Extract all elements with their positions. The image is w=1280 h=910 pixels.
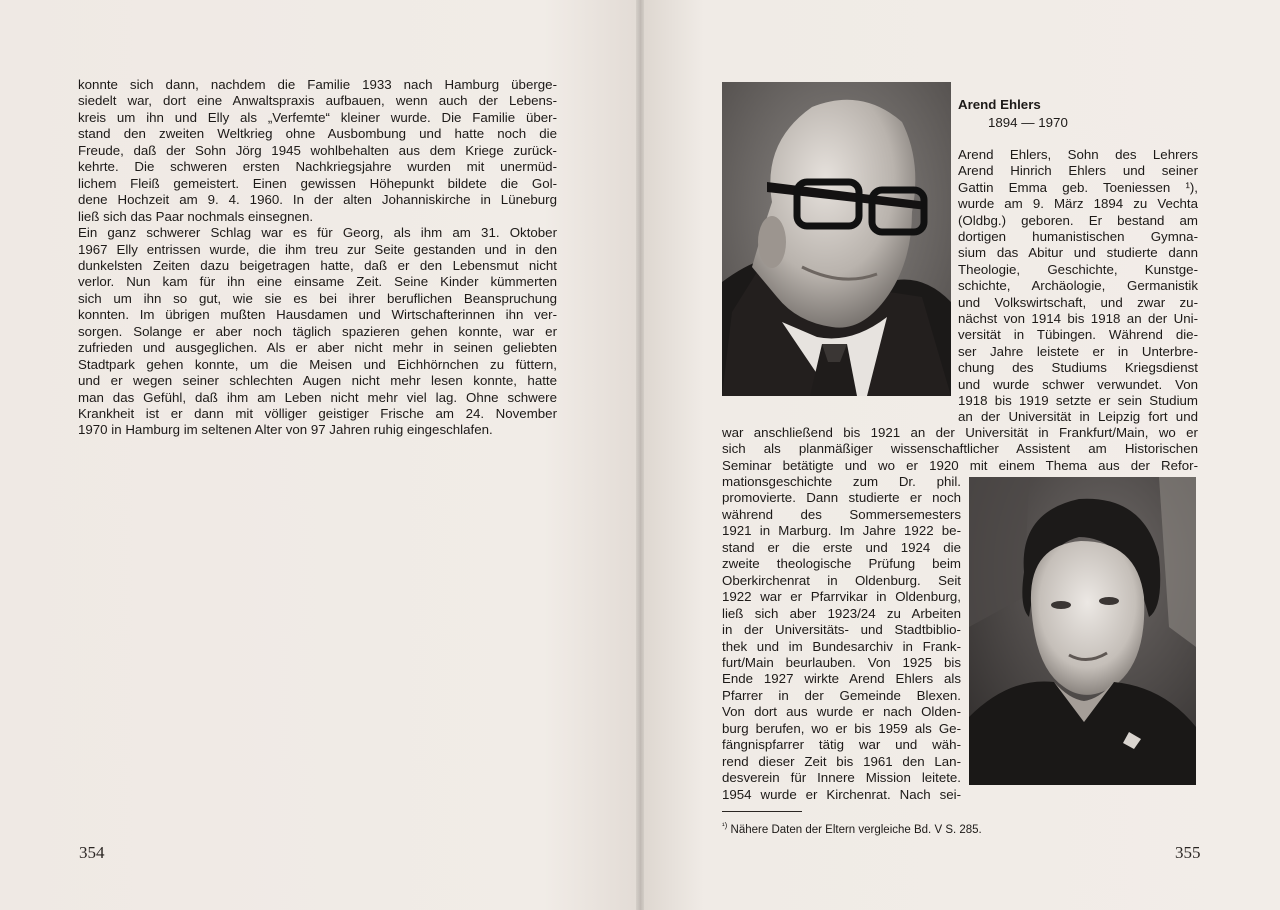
book-gutter [636, 0, 644, 910]
text-line: desverein für Innere Mission leitete. [722, 770, 961, 786]
text-line: Krankheit ist er dann mit völliger geistiger Frische am 24. November [78, 406, 557, 421]
text-line: Seminar betätigte und wo er 1920 mit einem Thema aus der Refor- [722, 457, 1198, 473]
text-line: wurde am 9. März 1894 zu Vechta [958, 196, 1198, 212]
portrait-photo-man [722, 82, 951, 396]
text-line: dene Hochzeit am 9. 4. 1960. In der alten Johanniskirche in Lüneburg [78, 192, 557, 208]
text-line: kreis um ihn und Elly als „Verfemte“ kleiner wurde. Die Familie über- [78, 109, 557, 125]
text-line: Von dort aus wurde er nach Olden- [722, 704, 961, 720]
text-line: burg berufen, wo er bis 1959 als Ge- [722, 720, 961, 736]
footnote-rule [722, 811, 802, 812]
text-line: rend dieser Zeit bis 1961 den Lan- [722, 753, 961, 769]
text-line: sorgen. Solange er aber noch täglich spazieren gehen konnte, war er [78, 323, 557, 339]
text-line: an der Universität in Leipzig fort und [958, 409, 1198, 425]
text-line: dortigen humanistischen Gymna- [958, 229, 1198, 244]
text-line: ließ sich das Paar nochmals einsegnen. [78, 208, 314, 224]
text-line: zufrieden und ausgeglichen. Als er aber nicht mehr in seinen geliebten [78, 340, 557, 356]
text-line: 1954 wurde er Kirchenrat. Nach sei- [722, 786, 961, 802]
text-line: Arend Ehlers, Sohn des Lehrers [958, 147, 1198, 162]
text-line: (Oldbg.) geboren. Er bestand am [958, 212, 1198, 228]
text-line: sium das Abitur und studierte dann [958, 245, 1198, 261]
text-line: Stadtpark gehen konnte, um die Meisen und Eichhörnchen zu füttern, [78, 356, 557, 372]
text-line: Ein ganz schwerer Schlag war es für Georg, als ihm am 31. Oktober [78, 225, 557, 241]
text-line: Ende 1927 wirkte Arend Ehlers als [722, 671, 961, 687]
text-line: konnte sich dann, nachdem die Familie 1933 nach Hamburg überge- [78, 77, 557, 92]
text-line: thek und im Bundesarchiv in Frank- [722, 638, 961, 654]
text-line: 1967 Elly entrissen wurde, die ihm treu zur Seite gestanden und in den [78, 241, 557, 257]
text-line: und er wegen seiner schlechten Augen nicht mehr lesen konnte, hatte [78, 373, 557, 389]
page-number-right: 355 [1175, 843, 1201, 862]
text-line: siedelt war, dort eine Anwaltspraxis aufbauen, wenn auch der Lebens- [78, 93, 557, 109]
text-line: lichem Fleiß gemeistert. Einen gewissen Höhepunkt bildete die Gol- [78, 175, 557, 191]
text-line: zweite theologische Prüfung beim [722, 556, 961, 572]
text-line: Gattin Emma geb. Toeniessen ¹), [958, 179, 1198, 195]
text-line: nächst von 1914 bis 1918 an der Uni- [958, 311, 1198, 326]
text-line: konnten. Im übrigen mußten Hausdamen und Wirtschafterinnen ihn ver- [78, 307, 557, 323]
footnote-marker: ¹) [722, 821, 728, 830]
footnote-text: Nähere Daten der Eltern vergleiche Bd. V S. 285. [730, 823, 982, 836]
text-line: Oberkirchenrat in Oldenburg. Seit [722, 572, 961, 588]
text-line: promovierte. Dann studierte er noch [722, 490, 961, 506]
biography-heading: Arend Ehlers [958, 97, 1041, 112]
text-line: Freude, daß der Sohn Jörg 1945 wohlbehalten aus dem Kriege zurück- [78, 142, 557, 158]
text-line: stand er die erste und 1924 die [722, 539, 961, 555]
text-line: 1921 in Marburg. Im Jahre 1922 be- [722, 523, 961, 539]
text-line: Pfarrer in der Gemeinde Blexen. [722, 687, 961, 703]
portrait-photo-woman [969, 477, 1196, 785]
text-line: man das Gefühl, daß ihm am Leben nicht mehr viel lag. Ohne schwere [78, 389, 557, 405]
text-line: und wurde schwer verwundet. Von [958, 376, 1198, 392]
text-line: während des Sommersemesters [722, 506, 961, 522]
text-line: in der Universitäts- und Stadtbiblio- [722, 622, 961, 638]
text-line: furt/Main beurlauben. Von 1925 bis [722, 654, 961, 670]
text-line: ser Jahre leistete er in Unterbre- [958, 343, 1198, 359]
biography-years: 1894 — 1970 [988, 115, 1068, 130]
text-line: sich als planmäßiger wissenschaftlicher Assistent am Historischen [722, 441, 1198, 457]
text-line: mationsgeschichte zum Dr. phil. [722, 474, 961, 489]
text-line: Theologie, Geschichte, Kunstge- [958, 261, 1198, 277]
text-line: 1922 war er Pfarrvikar in Oldenburg, [722, 589, 961, 605]
text-line: 1970 in Hamburg im seltenen Alter von 97 Jahren ruhig eingeschlafen. [78, 422, 493, 438]
text-line: dunkelsten Zeiten dazu beigetragen hatte, daß er den Lebensmut nicht [78, 257, 557, 273]
text-line: Arend Hinrich Ehlers und seiner [958, 163, 1198, 179]
page-number-left: 354 [79, 843, 105, 862]
text-line: verlor. Nun kam für ihn eine einsame Zeit. Seine Kinder kümmerten [78, 274, 557, 290]
text-line: fängnispfarrer tätig war und wäh- [722, 737, 961, 753]
text-line: und Volkswirtschaft, und zwar zu- [958, 294, 1198, 310]
text-line: kehrte. Die schweren ersten Nachkriegsjahre wurden mit unermüd- [78, 159, 557, 175]
text-line: versität in Tübingen. Während die- [958, 327, 1198, 343]
text-line: war anschließend bis 1921 an der Universität in Frankfurt/Main, wo er [722, 425, 1198, 440]
footnote [722, 818, 982, 838]
text-line: ließ sich aber 1923/24 zu Arbeiten [722, 605, 961, 621]
text-line: chung des Studiums Kriegsdienst [958, 360, 1198, 376]
text-line: stand den zweiten Weltkrieg ohne Ausbombung und hatte noch die [78, 126, 557, 142]
text-line: 1918 bis 1919 setzte er sein Studium [958, 393, 1198, 408]
text-line: sich um ihn so gut, wie sie es bei ihrer beruflichen Beanspruchung [78, 290, 557, 306]
text-line: schichte, Archäologie, Germanistik [958, 278, 1198, 294]
